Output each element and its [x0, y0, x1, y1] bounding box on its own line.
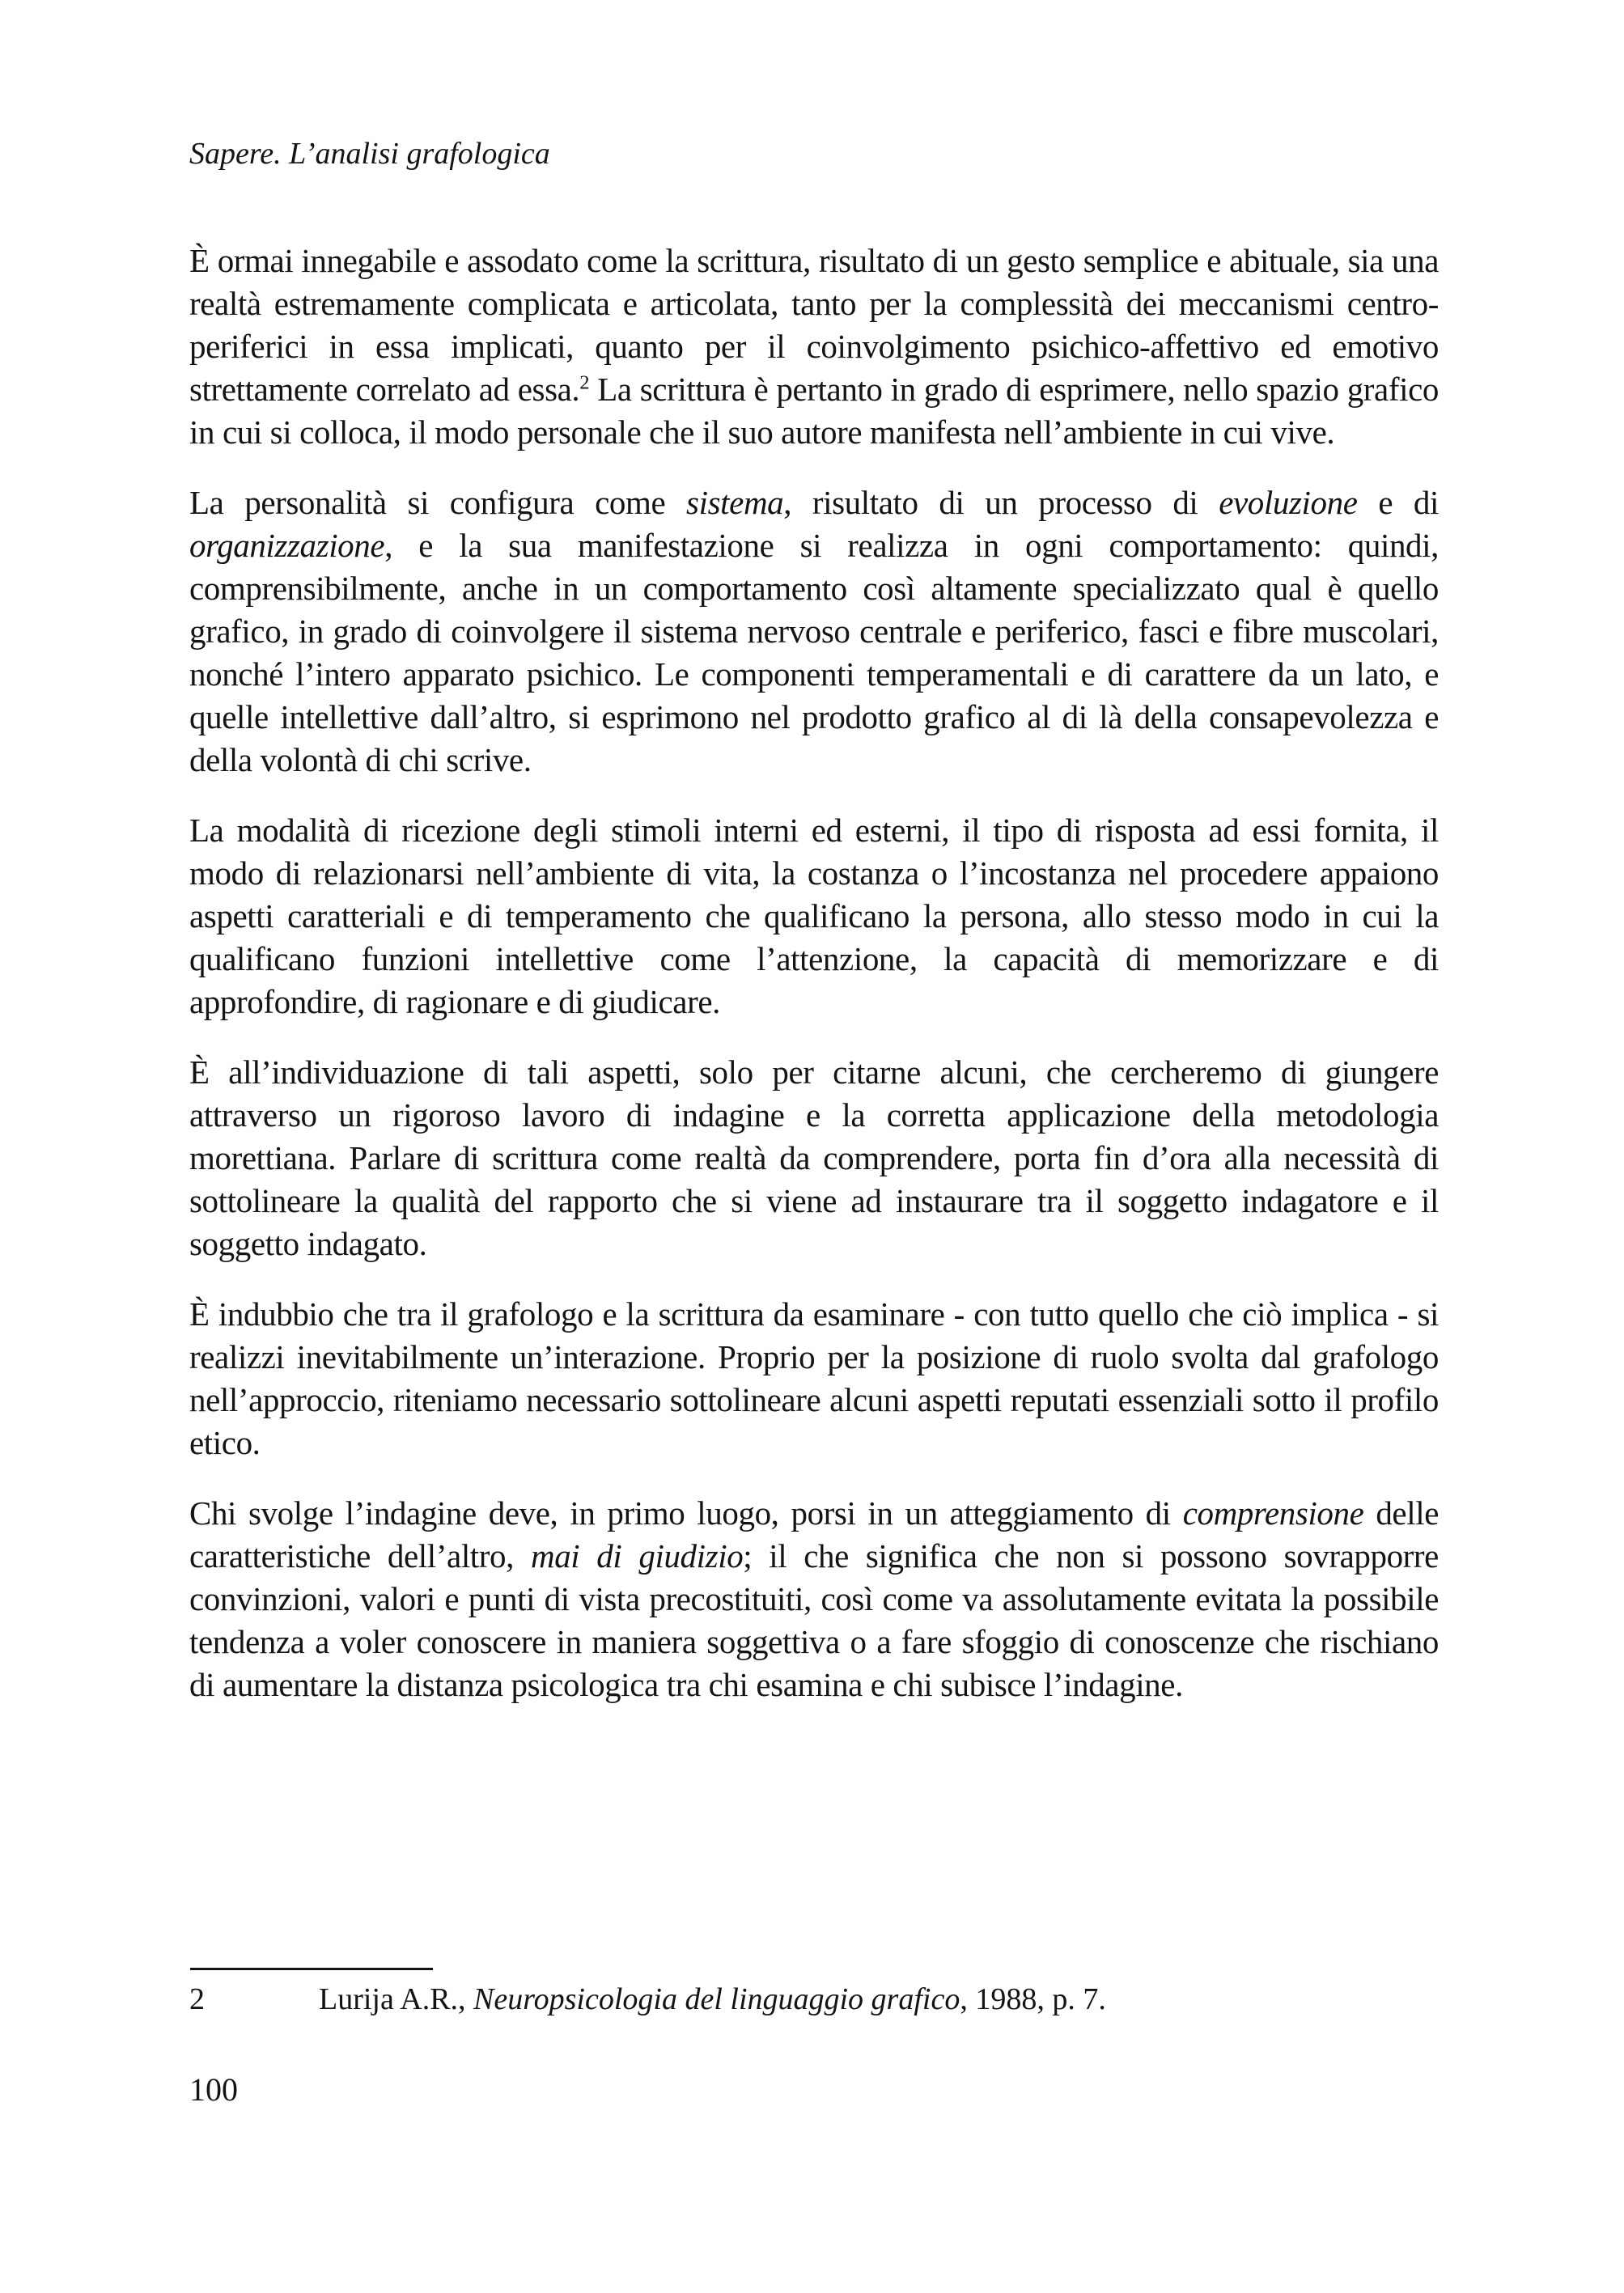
- footnote: [189, 1979, 1439, 2020]
- footnote-separator: [190, 1968, 433, 1970]
- paragraph: La modalità di ricezione degli stimoli interni ed esterni, il tipo di risposta ad essi fornita, il modo di relazionarsi nell’ambiente di vita, la costanza o l’incostanza nel procedere appaiono aspetti caratteriali e di temperamento che qualificano la persona, allo stesso modo in cui la qualificano funzioni intellettive come l’attenzione, la capacità di memorizzare e di approfondire, di ragionare e di giudicare.: [189, 812, 1439, 1020]
- footnote-marker: 2: [189, 1982, 205, 2016]
- page-number: 100: [189, 2071, 238, 2108]
- footnote-text: Lurija A.R., Neuropsicologia del linguaggio grafico, 1988, p. 7.: [319, 1982, 1106, 2016]
- paragraph: Chi svolge l’indagine deve, in primo luogo, porsi in un atteggiamento di comprensione delle caratteristiche dell’altro, mai di giudizio; il che significa che non si possono sovrapporre convinzioni, valori e punti di vista precostituiti, così come va assolutamente evitata la possibile tendenza a voler conoscere in maniera soggettiva o a fare sfoggio di conoscenze che rischiano di aumentare la distanza psicologica tra chi esamina e chi subisce l’indagine.: [189, 1494, 1440, 1703]
- paragraph: È indubbio che tra il grafologo e la scrittura da esaminare - con tutto quello che ciò implica - si realizzi inevitabilmente un’interazione. Proprio per la posizione di ruolo svolta dal grafologo nell’approccio, riteniamo necessario sottolineare alcuni aspetti reputati essenziali sotto il profilo etico.: [189, 1295, 1439, 1461]
- paragraph: La personalità si configura come sistema, risultato di un processo di evoluzione e di organizzazione, e la sua manifestazione si realizza in ogni comportamento: quindi, comprensibilmente, anche in un comportamento così altamente specializzato qual è quello grafico, in grado di coinvolgere il sistema nervoso centrale e periferico, fasci e fibre muscolari, nonché l’intero apparato psichico. Le componenti temperamentali e di carattere da un lato, e quelle intellettive dall’altro, si esprimono nel prodotto grafico al di là della consapevolezza e della volontà di chi scrive.: [189, 484, 1439, 778]
- body-text: [189, 239, 1439, 1734]
- paragraph: È ormai innegabile e assodato come la scrittura, risultato di un gesto semplice e abituale, sia una realtà estremamente complicata e articolata, tanto per la complessità dei meccanismi centro-periferici in essa implicati, quanto per il coinvolgimento psichico-affettivo ed emotivo strettamente correlato ad essa.$^2$ La scrittura è pertanto in grado di esprimere, nello spazio grafico in cui si colloca, il modo personale che il suo autore manifesta nell’ambiente in cui vive.: [189, 242, 1439, 451]
- running-header: Sapere. L’analisi grafologica: [189, 137, 550, 171]
- paragraph: È all’individuazione di tali aspetti, solo per citarne alcuni, che cercheremo di giungere attraverso un rigoroso lavoro di indagine e la corretta applicazione della metodologia morettiana. Parlare di scrittura come realtà da comprendere, porta fin d’ora alla necessità di sottolineare la qualità del rapporto che si viene ad instaurare tra il soggetto indagatore e il soggetto indagato.: [189, 1053, 1439, 1262]
